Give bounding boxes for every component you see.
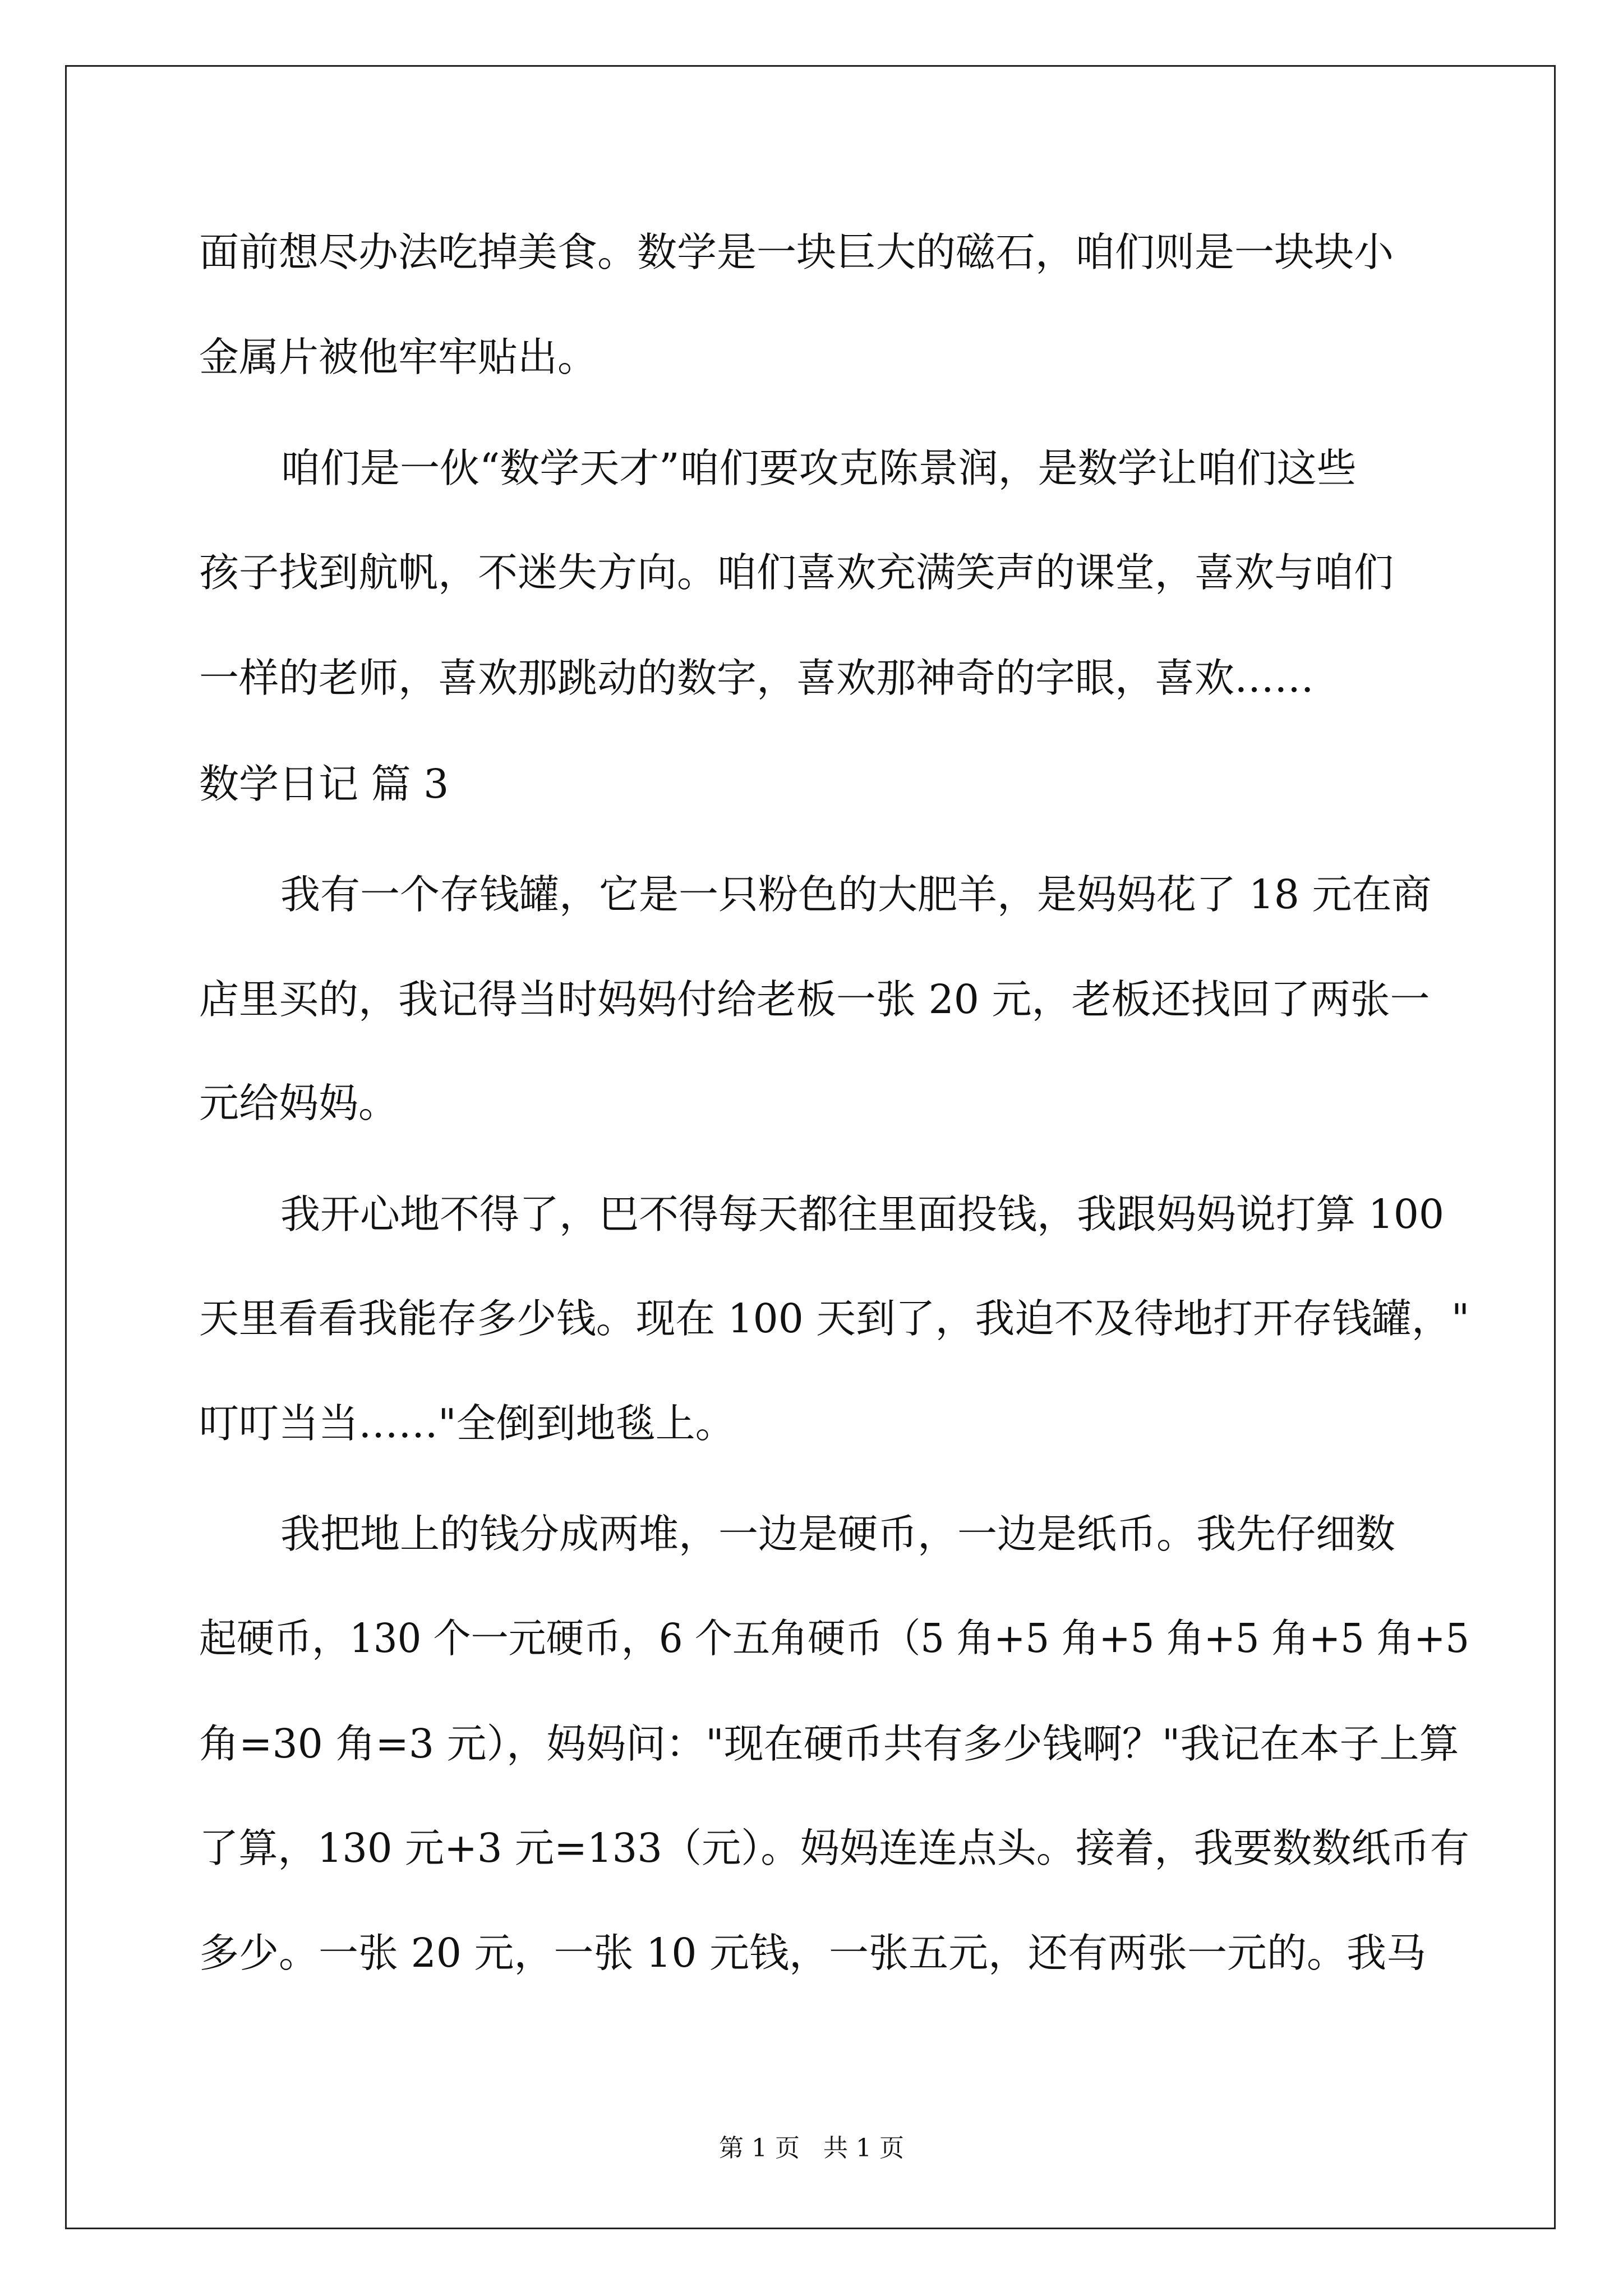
body-text-line: 我有一个存钱罐，它是一只粉色的大肥羊，是妈妈花了 18 元在商: [280, 871, 1432, 918]
body-text-line: 天里看看我能存多少钱。现在 100 天到了，我迫不及待地打开存钱罐，": [199, 1295, 1470, 1342]
body-text-line: 了算，130 元+3 元=133（元）。妈妈连连点头。接着，我要数数纸币有: [199, 1825, 1469, 1871]
page-border: [65, 65, 1556, 2229]
body-text-line: 金属片被他牢牢贴出。: [199, 334, 598, 380]
body-text-line: 一样的老师，喜欢那跳动的数字，喜欢那神奇的字眼，喜欢……: [199, 655, 1315, 701]
page-number-footer: 第 1 页 共 1 页: [719, 2134, 904, 2162]
body-text-line: 起硬币，130 个一元硬币，6 个五角硬币（5 角+5 角+5 角+5 角+5 角+5: [199, 1615, 1470, 1662]
body-text-line: 叮叮当当……"全倒到地毯上。: [199, 1400, 735, 1447]
body-text-line: 我开心地不得了，巴不得每天都往里面投钱，我跟妈妈说打算 100: [280, 1191, 1445, 1237]
body-text-line: 咱们是一伙“数学天才”咱们要攻克陈景润，是数学让咱们这些: [280, 445, 1357, 491]
section-heading: 数学日记 篇 3: [199, 761, 449, 807]
body-text-line: 面前想尽办法吃掉美食。数学是一块巨大的磁石，咱们则是一块块小: [199, 229, 1394, 275]
body-text-line: 多少。一张 20 元，一张 10 元钱，一张五元，还有两张一元的。我马: [199, 1930, 1426, 1976]
body-text-line: 我把地上的钱分成两堆，一边是硬币，一边是纸币。我先仔细数: [280, 1511, 1396, 1557]
body-text-line: 孩子找到航帆，不迷失方向。咱们喜欢充满笑声的课堂，喜欢与咱们: [199, 549, 1394, 596]
body-text-line: 店里买的，我记得当时妈妈付给老板一张 20 元，老板还找回了两张一: [199, 976, 1430, 1023]
body-text-line: 元给妈妈。: [199, 1080, 399, 1126]
body-text-line: 角=30 角=3 元），妈妈问："现在硬币共有多少钱啊？"我记在本子上算: [199, 1720, 1459, 1767]
